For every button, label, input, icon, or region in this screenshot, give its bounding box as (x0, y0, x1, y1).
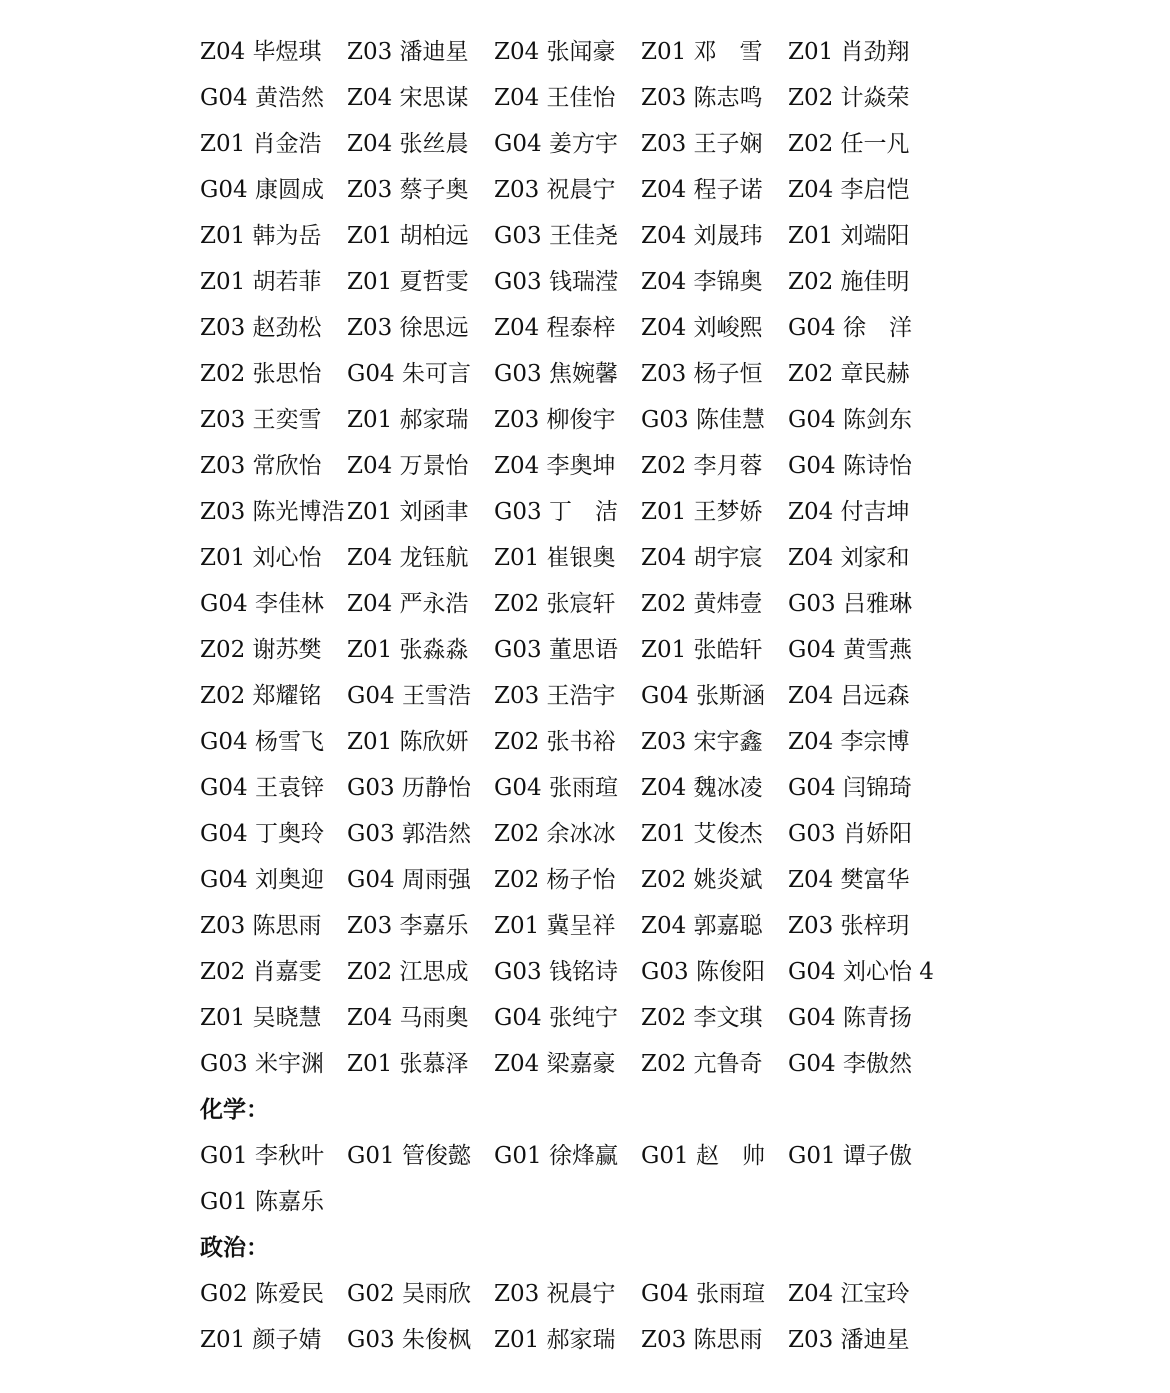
student-entry: Z01 邓 雪 (641, 38, 763, 65)
name-row (200, 578, 960, 624)
student-entry: G04 朱可言 (347, 360, 471, 387)
student-entry: Z03 祝晨宁 (494, 1280, 616, 1307)
student-entry: Z04 毕煜琪 (200, 38, 322, 65)
student-entry: Z02 任一凡 (788, 130, 910, 157)
student-entry: Z01 颜子婧 (200, 1326, 322, 1353)
name-row (200, 26, 960, 72)
student-entry: Z01 郝家瑞 (347, 406, 469, 433)
student-entry: G04 丁奥玲 (200, 820, 324, 847)
section-heading: 化学： (200, 1095, 269, 1123)
student-entry: Z03 常欣怡 (200, 452, 322, 479)
student-entry: Z04 刘晟玮 (641, 222, 763, 249)
student-entry: Z04 吕远森 (788, 682, 910, 709)
student-entry: G04 姜方宇 (494, 130, 618, 157)
name-row (200, 532, 960, 578)
student-entry: Z04 郭嘉聪 (641, 912, 763, 939)
student-entry: Z02 郑耀铭 (200, 682, 322, 709)
student-entry: Z03 赵劲松 (200, 314, 322, 341)
student-entry: Z03 李嘉乐 (347, 912, 469, 939)
student-entry: Z04 李奥坤 (494, 452, 616, 479)
student-entry: G02 陈爱民 (200, 1280, 324, 1307)
student-entry: G03 钱瑞滢 (494, 268, 618, 295)
student-entry: Z04 魏冰凌 (641, 774, 763, 801)
name-row (200, 1268, 960, 1314)
student-entry: G02 吴雨欣 (347, 1280, 471, 1307)
student-entry: Z01 刘端阳 (788, 222, 910, 249)
student-entry: Z04 龙钰航 (347, 544, 469, 571)
student-entry: Z03 潘迪星 (347, 38, 469, 65)
student-entry: Z01 陈欣妍 (347, 728, 469, 755)
student-entry: Z02 张宸轩 (494, 590, 616, 617)
student-entry: G03 陈佳慧 (641, 406, 765, 433)
name-row (200, 992, 960, 1038)
student-entry: G04 刘心怡 4 (788, 958, 934, 985)
student-entry: Z03 陈思雨 (200, 912, 322, 939)
name-row (200, 670, 960, 716)
name-row (200, 210, 960, 256)
student-entry: G03 陈俊阳 (641, 958, 765, 985)
student-entry: Z04 付吉坤 (788, 498, 910, 525)
student-entry: Z02 江思成 (347, 958, 469, 985)
student-entry: G01 陈嘉乐 (200, 1188, 324, 1215)
name-row (200, 256, 960, 302)
student-entry: Z01 郝家瑞 (494, 1326, 616, 1353)
student-entry: Z04 刘峻熙 (641, 314, 763, 341)
name-row (200, 302, 960, 348)
student-entry: Z04 程子诺 (641, 176, 763, 203)
student-entry: Z01 肖金浩 (200, 130, 322, 157)
student-entry: Z03 祝晨宁 (494, 176, 616, 203)
student-entry: Z04 马雨奥 (347, 1004, 469, 1031)
student-entry: Z02 杨子怡 (494, 866, 616, 893)
student-entry: G04 闫锦琦 (788, 774, 912, 801)
student-entry: Z04 刘家和 (788, 544, 910, 571)
student-entry: Z01 肖劲翔 (788, 38, 910, 65)
name-row (200, 854, 960, 900)
student-entry: Z01 夏哲雯 (347, 268, 469, 295)
student-entry: Z04 胡宇宸 (641, 544, 763, 571)
student-entry: Z01 崔银奥 (494, 544, 616, 571)
name-row (200, 348, 960, 394)
student-entry: G04 陈青扬 (788, 1004, 912, 1031)
student-entry: Z01 张淼淼 (347, 636, 469, 663)
student-entry: G01 赵 帅 (641, 1142, 765, 1169)
student-entry: G03 吕雅琳 (788, 590, 912, 617)
student-entry: Z01 冀呈祥 (494, 912, 616, 939)
student-entry: Z03 陈光博浩 (200, 498, 345, 525)
student-entry: G03 郭浩然 (347, 820, 471, 847)
name-row (200, 118, 960, 164)
student-entry: Z04 樊富华 (788, 866, 910, 893)
name-row (200, 164, 960, 210)
student-entry: Z03 王奕雪 (200, 406, 322, 433)
student-entry: Z01 韩为岳 (200, 222, 322, 249)
student-entry: G04 张斯涵 (641, 682, 765, 709)
student-entry: Z03 陈志鸣 (641, 84, 763, 111)
student-entry: Z03 张梓玥 (788, 912, 910, 939)
student-entry: G04 王雪浩 (347, 682, 471, 709)
student-entry: Z01 张慕泽 (347, 1050, 469, 1077)
student-entry: Z01 张皓轩 (641, 636, 763, 663)
student-entry: G03 米宇渊 (200, 1050, 324, 1077)
student-entry: G03 丁 洁 (494, 498, 618, 525)
student-entry: Z03 陈思雨 (641, 1326, 763, 1353)
student-entry: G01 李秋叶 (200, 1142, 324, 1169)
student-entry: G04 杨雪飞 (200, 728, 324, 755)
student-entry: Z01 刘心怡 (200, 544, 322, 571)
student-entry: Z04 严永浩 (347, 590, 469, 617)
section-heading: 政治： (200, 1233, 269, 1261)
student-entry: Z03 王子娴 (641, 130, 763, 157)
student-entry: Z02 亢鲁奇 (641, 1050, 763, 1077)
name-row (200, 1176, 960, 1222)
student-entry: Z04 李启恺 (788, 176, 910, 203)
student-entry: G01 管俊懿 (347, 1142, 471, 1169)
student-entry: G04 王袁锌 (200, 774, 324, 801)
student-entry: Z04 张丝晨 (347, 130, 469, 157)
student-entry: Z03 蔡子奥 (347, 176, 469, 203)
student-entry: Z02 姚炎斌 (641, 866, 763, 893)
student-entry: G04 张雨瑄 (494, 774, 618, 801)
name-row (200, 440, 960, 486)
student-entry: G04 陈剑东 (788, 406, 912, 433)
student-entry: Z02 李文琪 (641, 1004, 763, 1031)
student-entry: G04 张雨瑄 (641, 1280, 765, 1307)
student-entry: Z02 余冰冰 (494, 820, 616, 847)
student-entry: Z02 张书裕 (494, 728, 616, 755)
student-entry: G03 焦婉馨 (494, 360, 618, 387)
name-row (200, 486, 960, 532)
student-entry: G03 王佳尧 (494, 222, 618, 249)
name-row (200, 946, 960, 992)
student-roster-document (200, 26, 960, 1360)
student-entry: Z04 宋思谋 (347, 84, 469, 111)
student-entry: Z02 张思怡 (200, 360, 322, 387)
student-entry: G04 康圆成 (200, 176, 324, 203)
student-entry: Z04 江宝玲 (788, 1280, 910, 1307)
student-entry: Z02 谢苏樊 (200, 636, 322, 663)
student-entry: Z02 黄炜壹 (641, 590, 763, 617)
student-entry: Z01 艾俊杰 (641, 820, 763, 847)
student-entry: G04 李佳林 (200, 590, 324, 617)
student-entry: Z03 徐思远 (347, 314, 469, 341)
student-entry: Z04 张闻豪 (494, 38, 616, 65)
student-entry: G04 黄浩然 (200, 84, 324, 111)
name-row (200, 762, 960, 808)
student-entry: G04 张纯宁 (494, 1004, 618, 1031)
student-entry: Z01 胡若菲 (200, 268, 322, 295)
name-row (200, 1038, 960, 1084)
student-entry: Z04 王佳怡 (494, 84, 616, 111)
student-entry: Z03 王浩宇 (494, 682, 616, 709)
student-entry: Z04 万景怡 (347, 452, 469, 479)
student-entry: G04 徐 洋 (788, 314, 912, 341)
student-entry: G01 徐烽赢 (494, 1142, 618, 1169)
student-entry: G03 肖娇阳 (788, 820, 912, 847)
student-entry: G04 李傲然 (788, 1050, 912, 1077)
student-entry: G04 周雨强 (347, 866, 471, 893)
student-entry: Z02 章民赫 (788, 360, 910, 387)
name-row (200, 808, 960, 854)
name-row (200, 624, 960, 670)
student-entry: Z04 李锦奥 (641, 268, 763, 295)
name-row (200, 394, 960, 440)
student-entry: Z03 宋宇鑫 (641, 728, 763, 755)
student-entry: Z02 施佳明 (788, 268, 910, 295)
student-entry: Z03 潘迪星 (788, 1326, 910, 1353)
student-entry: Z04 程泰梓 (494, 314, 616, 341)
student-entry: Z01 胡柏远 (347, 222, 469, 249)
name-row (200, 1130, 960, 1176)
student-entry: Z02 计焱荣 (788, 84, 910, 111)
student-entry: G03 朱俊枫 (347, 1326, 471, 1353)
student-entry: Z02 肖嘉雯 (200, 958, 322, 985)
student-entry: Z03 杨子恒 (641, 360, 763, 387)
name-row (200, 1314, 960, 1360)
student-entry: Z01 刘函聿 (347, 498, 469, 525)
student-entry: G01 谭子傲 (788, 1142, 912, 1169)
student-entry: G04 陈诗怡 (788, 452, 912, 479)
student-entry: Z04 李宗博 (788, 728, 910, 755)
student-entry: G04 黄雪燕 (788, 636, 912, 663)
student-entry: Z01 吴晓慧 (200, 1004, 322, 1031)
student-entry: G03 钱铭诗 (494, 958, 618, 985)
student-entry: G03 历静怡 (347, 774, 471, 801)
student-entry: Z03 柳俊宇 (494, 406, 616, 433)
name-row (200, 900, 960, 946)
name-row (200, 716, 960, 762)
student-entry: Z01 王梦娇 (641, 498, 763, 525)
student-entry: Z02 李月蓉 (641, 452, 763, 479)
student-entry: G04 刘奥迎 (200, 866, 324, 893)
student-entry: Z04 梁嘉豪 (494, 1050, 616, 1077)
name-row (200, 72, 960, 118)
student-entry: G03 董思语 (494, 636, 618, 663)
